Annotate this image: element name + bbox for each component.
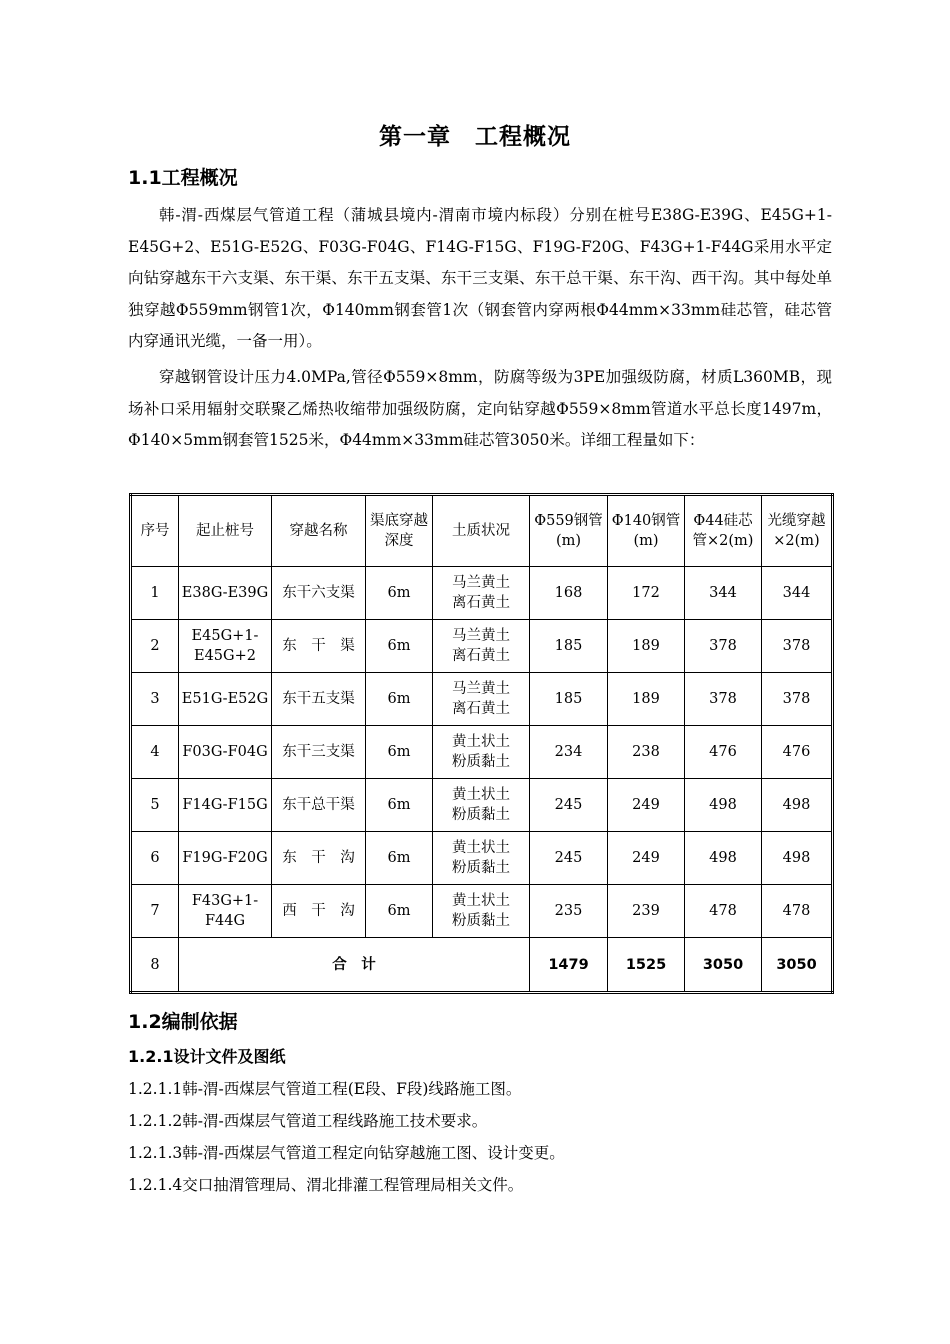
reference-item: 1.2.1.2韩-渭-西煤层气管道工程线路施工技术要求。	[128, 1112, 488, 1130]
row-depth-cell: 6m	[366, 832, 433, 885]
table-row	[131, 832, 833, 885]
soil-line: 粉质黏土	[452, 913, 510, 929]
header-cell: Φ559钢管(m)	[530, 495, 608, 567]
row-soil-cell	[433, 620, 530, 673]
row-depth-cell: 6m	[366, 567, 433, 620]
row-p559-cell: 245	[530, 779, 608, 832]
row-stake-cell: F14G-F15G	[179, 779, 272, 832]
row-name-cell: 西 干 沟	[272, 885, 366, 938]
overview-paragraph-2: 穿越钢管设计压力4.0MPa,管径Φ559×8mm，防腐等级为3PE加强级防腐，材质L360MB，现场补口采用辐射交联聚乙烯热收缩带加强级防腐，定向钻穿越Φ559×8mm管道水平总长度1497m，Φ140×5mm钢套管1525米，Φ44mm×33mm硅芯管3050米。详细工程量如下：	[128, 368, 832, 449]
table-row	[131, 885, 833, 938]
row-cable-cell: 344	[762, 567, 833, 620]
row-soil-cell	[433, 832, 530, 885]
row-soil-cell	[433, 885, 530, 938]
soil-line: 马兰黄土	[452, 628, 510, 644]
row-depth-cell: 6m	[366, 779, 433, 832]
row-p44-cell: 498	[685, 779, 762, 832]
row-no-cell: 2	[131, 620, 179, 673]
soil-line: 粉质黏土	[452, 754, 510, 770]
section-heading-1-1: 1.1工程概况	[128, 167, 238, 189]
row-soil-cell	[433, 779, 530, 832]
total-label-cell: 合 计	[179, 938, 530, 993]
row-no-cell: 1	[131, 567, 179, 620]
row-p559-cell: 168	[530, 567, 608, 620]
row-stake-cell: F19G-F20G	[179, 832, 272, 885]
soil-line: 马兰黄土	[452, 575, 510, 591]
row-cable-cell: 378	[762, 620, 833, 673]
row-no-cell: 6	[131, 832, 179, 885]
row-stake-cell: F03G-F04G	[179, 726, 272, 779]
row-cable-cell: 498	[762, 832, 833, 885]
soil-line: 粉质黏土	[452, 860, 510, 876]
soil-line: 离石黄土	[452, 701, 510, 717]
soil-line: 离石黄土	[452, 648, 510, 664]
table-header-row	[131, 495, 833, 567]
row-p44-cell: 344	[685, 567, 762, 620]
row-p559-cell: 235	[530, 885, 608, 938]
row-p140-cell: 189	[608, 620, 685, 673]
row-name-cell: 东干三支渠	[272, 726, 366, 779]
row-p140-cell: 238	[608, 726, 685, 779]
row-name-cell: 东 干 沟	[272, 832, 366, 885]
overview-paragraph-1: 韩-渭-西煤层气管道工程（蒲城县境内-渭南市境内标段）分别在桩号E38G-E39G、E45G+1-E45G+2、E51G-E52G、F03G-F04G、F14G-F15G、F19G-F20G、F43G+1-F44G采用水平定向钻穿越东干六支渠、东干渠、东干五支渠、东干三支渠、东干总干渠、东干沟、西干沟。其中每处单独穿越Φ559mm钢管1次，Φ140mm钢套管1次（钢套管内穿两根Φ44mm×33mm硅芯管，硅芯管内穿通讯光缆，一备一用）。	[128, 206, 832, 350]
row-soil-cell	[433, 567, 530, 620]
total-cable-cell: 3050	[762, 938, 833, 993]
section-heading-1-2: 1.2编制依据	[128, 1011, 238, 1033]
header-cell: 光缆穿越×2(m)	[762, 495, 833, 567]
row-stake-cell: F43G+1-F44G	[179, 885, 272, 938]
table-row	[131, 726, 833, 779]
row-depth-cell: 6m	[366, 620, 433, 673]
row-no-cell: 3	[131, 673, 179, 726]
row-soil-cell	[433, 726, 530, 779]
row-cable-cell: 478	[762, 885, 833, 938]
row-p559-cell: 245	[530, 832, 608, 885]
row-p44-cell: 378	[685, 673, 762, 726]
row-p140-cell: 189	[608, 673, 685, 726]
row-depth-cell: 6m	[366, 673, 433, 726]
row-p140-cell: 249	[608, 832, 685, 885]
soil-line: 马兰黄土	[452, 681, 510, 697]
row-p44-cell: 476	[685, 726, 762, 779]
soil-line: 黄土状土	[452, 734, 510, 750]
soil-line: 黄土状土	[452, 840, 510, 856]
row-p559-cell: 185	[530, 620, 608, 673]
row-stake-cell: E51G-E52G	[179, 673, 272, 726]
row-no-cell: 5	[131, 779, 179, 832]
header-cell: 渠底穿越深度	[366, 495, 433, 567]
row-cable-cell: 498	[762, 779, 833, 832]
total-p559-cell: 1479	[530, 938, 608, 993]
header-cell: 序号	[131, 495, 179, 567]
row-name-cell: 东 干 渠	[272, 620, 366, 673]
row-cable-cell: 378	[762, 673, 833, 726]
table-row	[131, 779, 833, 832]
row-p140-cell: 239	[608, 885, 685, 938]
row-no-cell: 4	[131, 726, 179, 779]
soil-line: 粉质黏土	[452, 807, 510, 823]
subsection-heading-1-2-1: 1.2.1设计文件及图纸	[128, 1047, 286, 1066]
header-cell: 穿越名称	[272, 495, 366, 567]
header-cell: 起止桩号	[179, 495, 272, 567]
soil-line: 离石黄土	[452, 595, 510, 611]
row-soil-cell	[433, 673, 530, 726]
quantity-table	[129, 493, 834, 994]
row-p44-cell: 498	[685, 832, 762, 885]
soil-line: 黄土状土	[452, 893, 510, 909]
row-p140-cell: 249	[608, 779, 685, 832]
header-cell: 土质状况	[433, 495, 530, 567]
total-no-cell: 8	[131, 938, 179, 993]
header-cell: Φ140钢管(m)	[608, 495, 685, 567]
row-p140-cell: 172	[608, 567, 685, 620]
row-stake-cell: E45G+1-E45G+2	[179, 620, 272, 673]
total-p140-cell: 1525	[608, 938, 685, 993]
reference-item: 1.2.1.4交口抽渭管理局、渭北排灌工程管理局相关文件。	[128, 1176, 524, 1194]
row-p44-cell: 378	[685, 620, 762, 673]
reference-item: 1.2.1.1韩-渭-西煤层气管道工程(E段、F段)线路施工图。	[128, 1080, 522, 1098]
chapter-title: 第一章 工程概况	[379, 124, 571, 150]
row-depth-cell: 6m	[366, 885, 433, 938]
table-row	[131, 673, 833, 726]
reference-item: 1.2.1.3韩-渭-西煤层气管道工程定向钻穿越施工图、设计变更。	[128, 1144, 565, 1162]
table-row	[131, 567, 833, 620]
row-name-cell: 东干六支渠	[272, 567, 366, 620]
row-name-cell: 东干五支渠	[272, 673, 366, 726]
table-row	[131, 620, 833, 673]
row-stake-cell: E38G-E39G	[179, 567, 272, 620]
row-p44-cell: 478	[685, 885, 762, 938]
soil-line: 黄土状土	[452, 787, 510, 803]
row-cable-cell: 476	[762, 726, 833, 779]
row-no-cell: 7	[131, 885, 179, 938]
total-p44-cell: 3050	[685, 938, 762, 993]
table-total-row	[131, 938, 833, 993]
row-name-cell: 东干总干渠	[272, 779, 366, 832]
row-p559-cell: 185	[530, 673, 608, 726]
row-p559-cell: 234	[530, 726, 608, 779]
row-depth-cell: 6m	[366, 726, 433, 779]
header-cell: Φ44硅芯管×2(m)	[685, 495, 762, 567]
